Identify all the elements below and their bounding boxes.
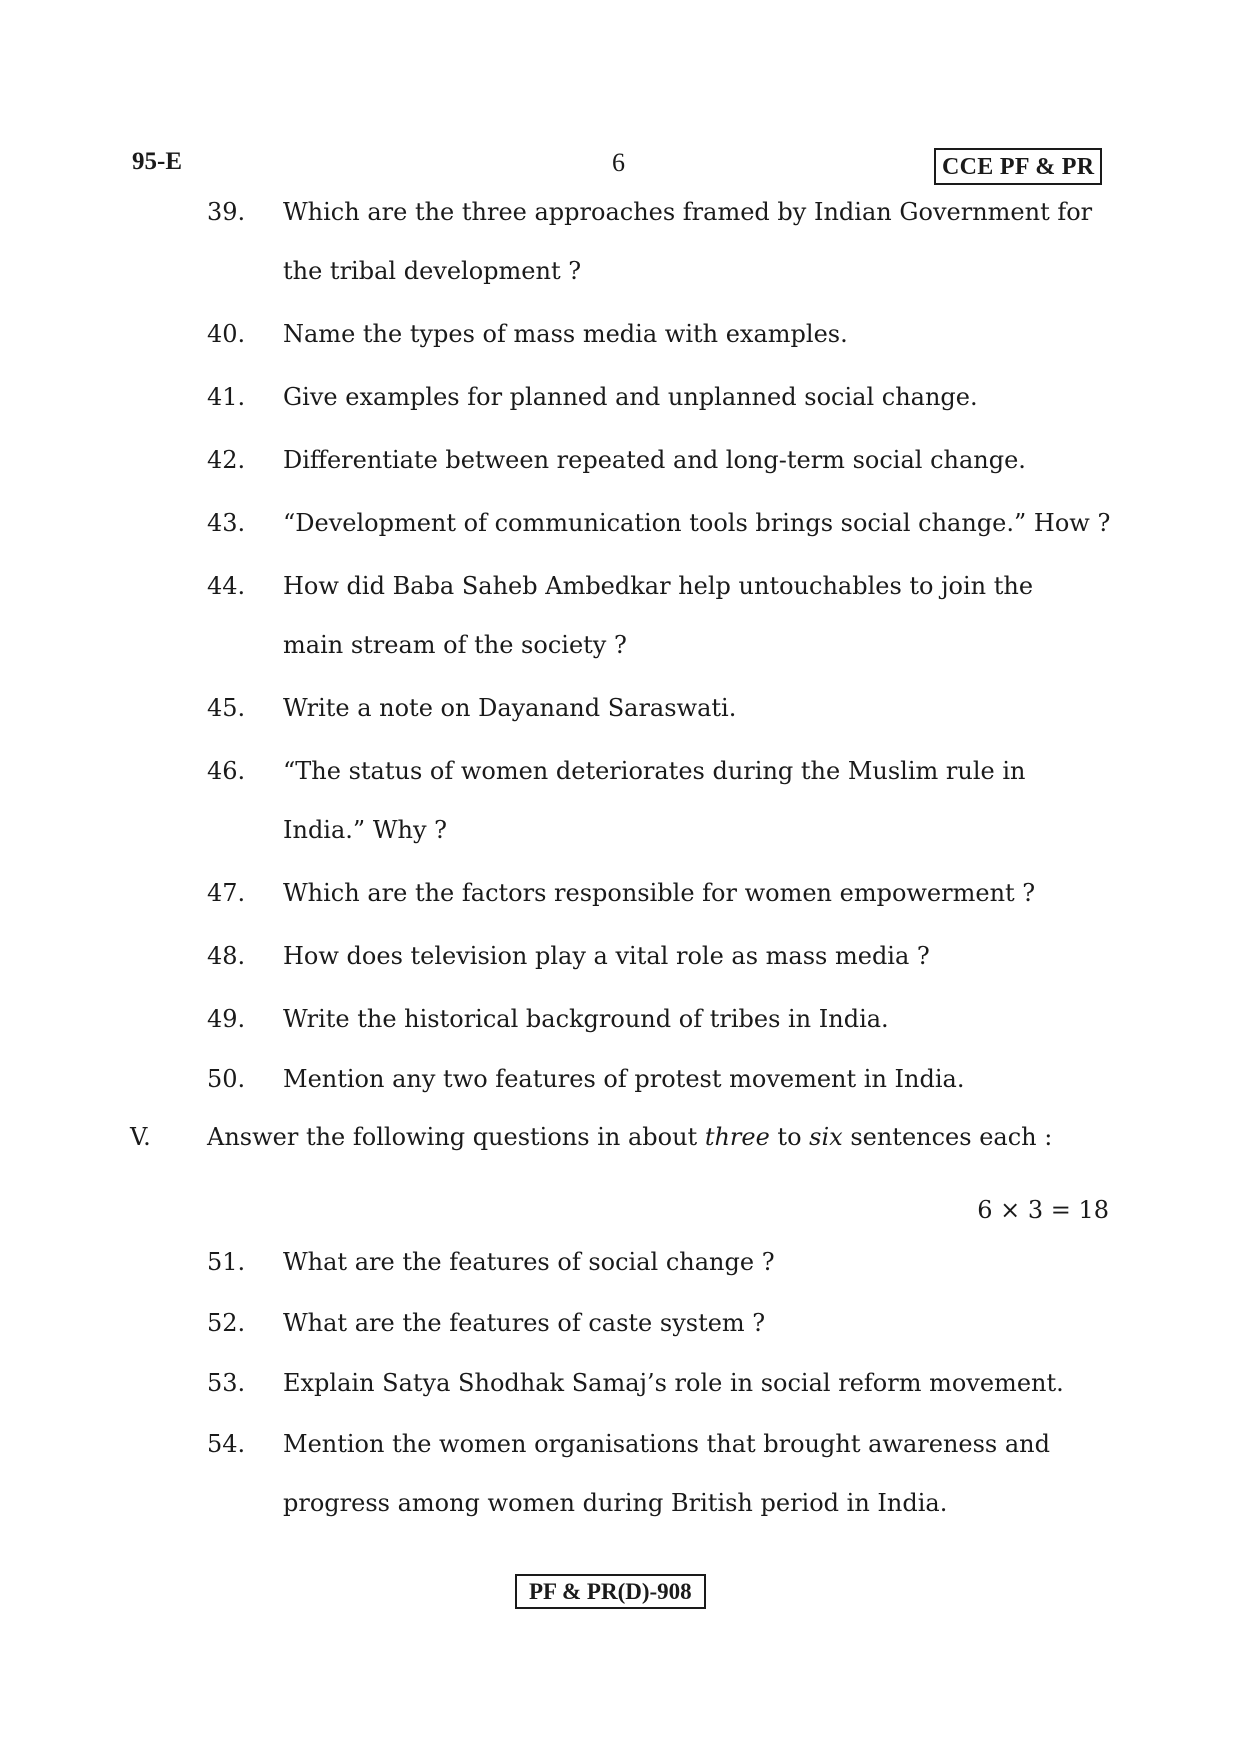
footer-code-box: PF & PR(D)-908 [515,1574,706,1609]
question-text-line2: progress among women during British period in India. [283,1489,948,1517]
question-number: 44. [207,572,246,600]
question-text-line1: Mention the women organisations that brought awareness and [283,1430,1050,1458]
question-number: 50. [207,1065,246,1093]
question-number: 43. [207,509,246,537]
question-text-line1: “The status of women deteriorates during the Muslim rule in [283,757,1026,785]
question-number: 47. [207,879,246,907]
question-number: 48. [207,942,246,970]
question-text: What are the features of social change ? [283,1248,775,1276]
paper-code: 95-E [132,148,182,175]
question-number: 40. [207,320,246,348]
instruction-text-after: sentences each : [842,1123,1053,1151]
question-number: 54. [207,1430,246,1458]
question-text-line2: main stream of the society ? [283,631,627,659]
question-text: Mention any two features of protest movement in India. [283,1065,965,1093]
question-text: What are the features of caste system ? [283,1309,766,1337]
question-text: Which are the factors responsible for women empowerment ? [283,879,1036,907]
question-number: 42. [207,446,246,474]
question-number: 39. [207,198,246,226]
question-number: 49. [207,1005,246,1033]
section-number: V. [130,1123,151,1151]
question-text: Explain Satya Shodhak Samaj’s role in social reform movement. [283,1369,1064,1397]
page-number: 6 [612,148,625,177]
instruction-text-mid: to [769,1123,810,1151]
question-number: 52. [207,1309,246,1337]
question-text-line1: Which are the three approaches framed by Indian Government for [283,198,1093,226]
question-text: Differentiate between repeated and long-term social change. [283,446,1026,474]
instruction-emphasis-six: six [809,1123,843,1151]
question-number: 45. [207,694,246,722]
question-text-line2: India.” Why ? [283,816,447,844]
question-number: 53. [207,1369,246,1397]
question-text: Name the types of mass media with examples. [283,320,848,348]
question-number: 51. [207,1248,246,1276]
question-text-line2: the tribal development ? [283,257,582,285]
question-text: How does television play a vital role as mass media ? [283,942,930,970]
question-number: 46. [207,757,246,785]
question-text: Write the historical background of tribes in India. [283,1005,889,1033]
section-instruction [207,1108,1107,1167]
question-text: Give examples for planned and unplanned social change. [283,383,978,411]
question-number: 41. [207,383,246,411]
section-marks: 6 × 3 = 18 [977,1196,1109,1224]
question-text: “Development of communication tools brings social change.” How ? [283,509,1111,537]
question-text: Write a note on Dayanand Saraswati. [283,694,737,722]
instruction-text-before: Answer the following questions in about [207,1123,705,1151]
instruction-emphasis-three: three [704,1123,770,1151]
subject-code-box: CCE PF & PR [934,148,1102,185]
question-text-line1: How did Baba Saheb Ambedkar help untouchables to join the [283,572,1034,600]
